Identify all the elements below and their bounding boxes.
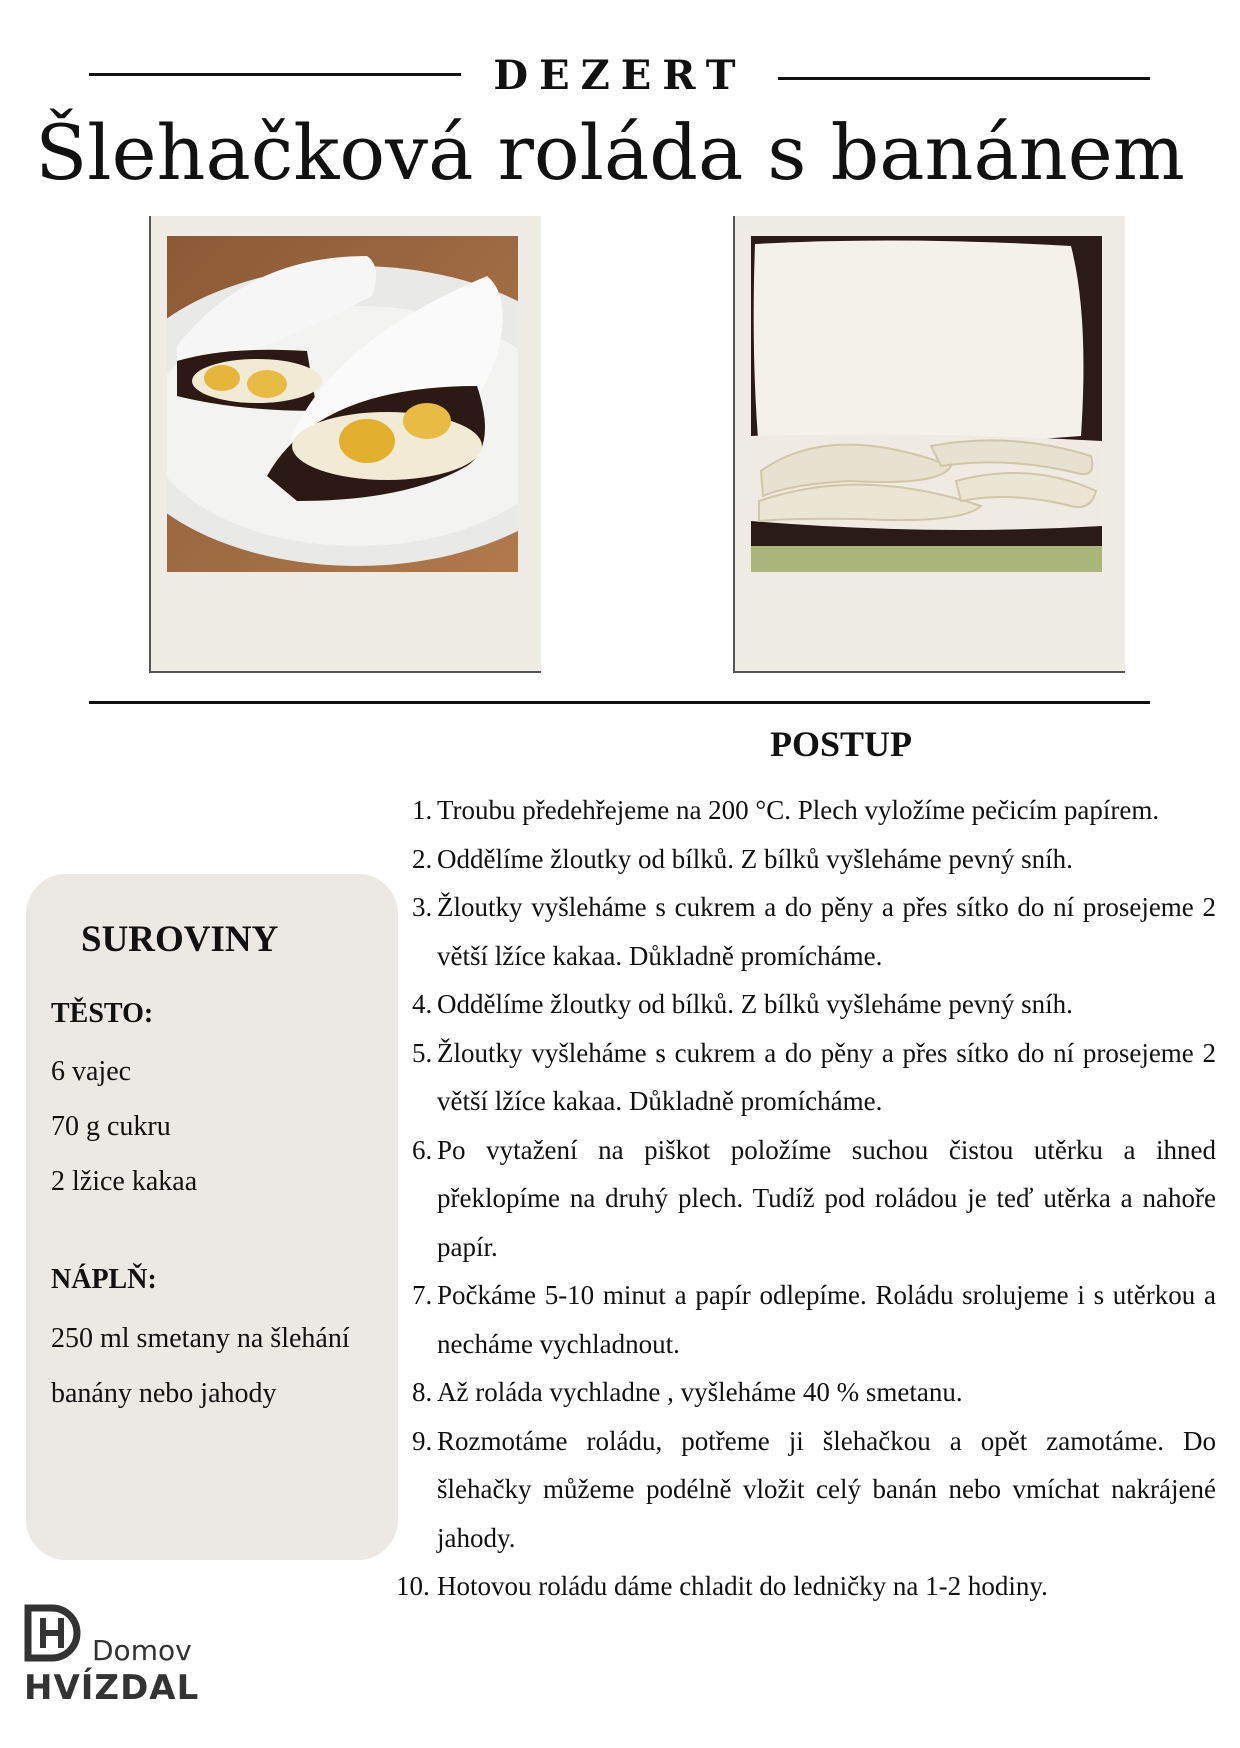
dough-list (51, 1044, 197, 1209)
logo-word-domov: Domov (92, 1634, 192, 1667)
ingredient-item: 2 lžice kakaa (51, 1166, 198, 1197)
step-item: 2. Oddělíme žloutky od bílků. Z bílků vyšleháme pevný sníh. (412, 843, 1073, 874)
cream-with-bananas-photo (751, 236, 1102, 572)
step-item: 9. Rozmotáme roládu, potřeme ji šlehačkou a opět zamotáme. Do šlehačky můžeme podélně vložit celý banán nebo vmíchat nakrájené jahody. (412, 1425, 1216, 1553)
filling-list (51, 1311, 350, 1421)
step-item: 7. Počkáme 5-10 minut a papír odlepíme. Roládu srolujeme i s utěrkou a necháme vychladnout. (412, 1280, 1216, 1359)
step-item: 8. Až roláda vychladne , vyšleháme 40 % smetanu. (412, 1377, 963, 1407)
step-item: 4. Oddělíme žloutky od bílků. Z bílků vyšleháme pevný sníh. (412, 989, 1073, 1019)
step-item: 6. Po vytažení na piškot položíme suchou čistou utěrku a ihned překlopíme na druhý plech. Tudíž pod roládou je teď utěrka a nahoře papír. (412, 1134, 1216, 1262)
rolled-cake-photo (167, 236, 518, 572)
ingredient-item: 250 ml smetany na šlehání (51, 1323, 350, 1354)
dh-monogram-icon (24, 1604, 82, 1662)
ingredient-item: banány nebo jahody (51, 1378, 277, 1409)
logo-word-hvizdal: HVÍZDAL (24, 1668, 200, 1708)
photo-frame-2 (733, 216, 1125, 673)
ingredient-item: 6 vajec (51, 1056, 132, 1087)
recipe-title: Šlehačková roláda s banánem (35, 108, 1185, 197)
steps-list (396, 786, 1216, 1611)
logo (24, 1604, 224, 1714)
photo-frame-1 (149, 216, 541, 673)
section-divider (89, 701, 1150, 704)
dough-heading: TĚSTO: (51, 998, 154, 1029)
ingredient-item: 70 g cukru (51, 1111, 171, 1142)
ingredients-card (26, 874, 398, 1560)
step-item: 10. Hotovou roládu dáme chladit do ledničky na 1-2 hodiny. (396, 1571, 1048, 1601)
category-label: DEZERT (493, 52, 747, 99)
steps-heading: POSTUP (770, 724, 913, 764)
step-item: 5. Žloutky vyšleháme s cukrem a do pěny a přes sítko do ní prosejeme 2 větší lžíce kakaa. Důkladně promícháme. (412, 1037, 1216, 1116)
step-item: 1. Troubu předehřejeme na 200 °C. Plech vyložíme pečicím papírem. (412, 795, 1160, 825)
ingredients-heading: SUROVINY (81, 919, 279, 960)
filling-heading: NÁPLŇ: (51, 1264, 157, 1295)
step-item: 3. Žloutky vyšleháme s cukrem a do pěny a přes sítko do ní prosejeme 2 větší lžíce kakaa. Důkladně promícháme. (412, 892, 1216, 971)
